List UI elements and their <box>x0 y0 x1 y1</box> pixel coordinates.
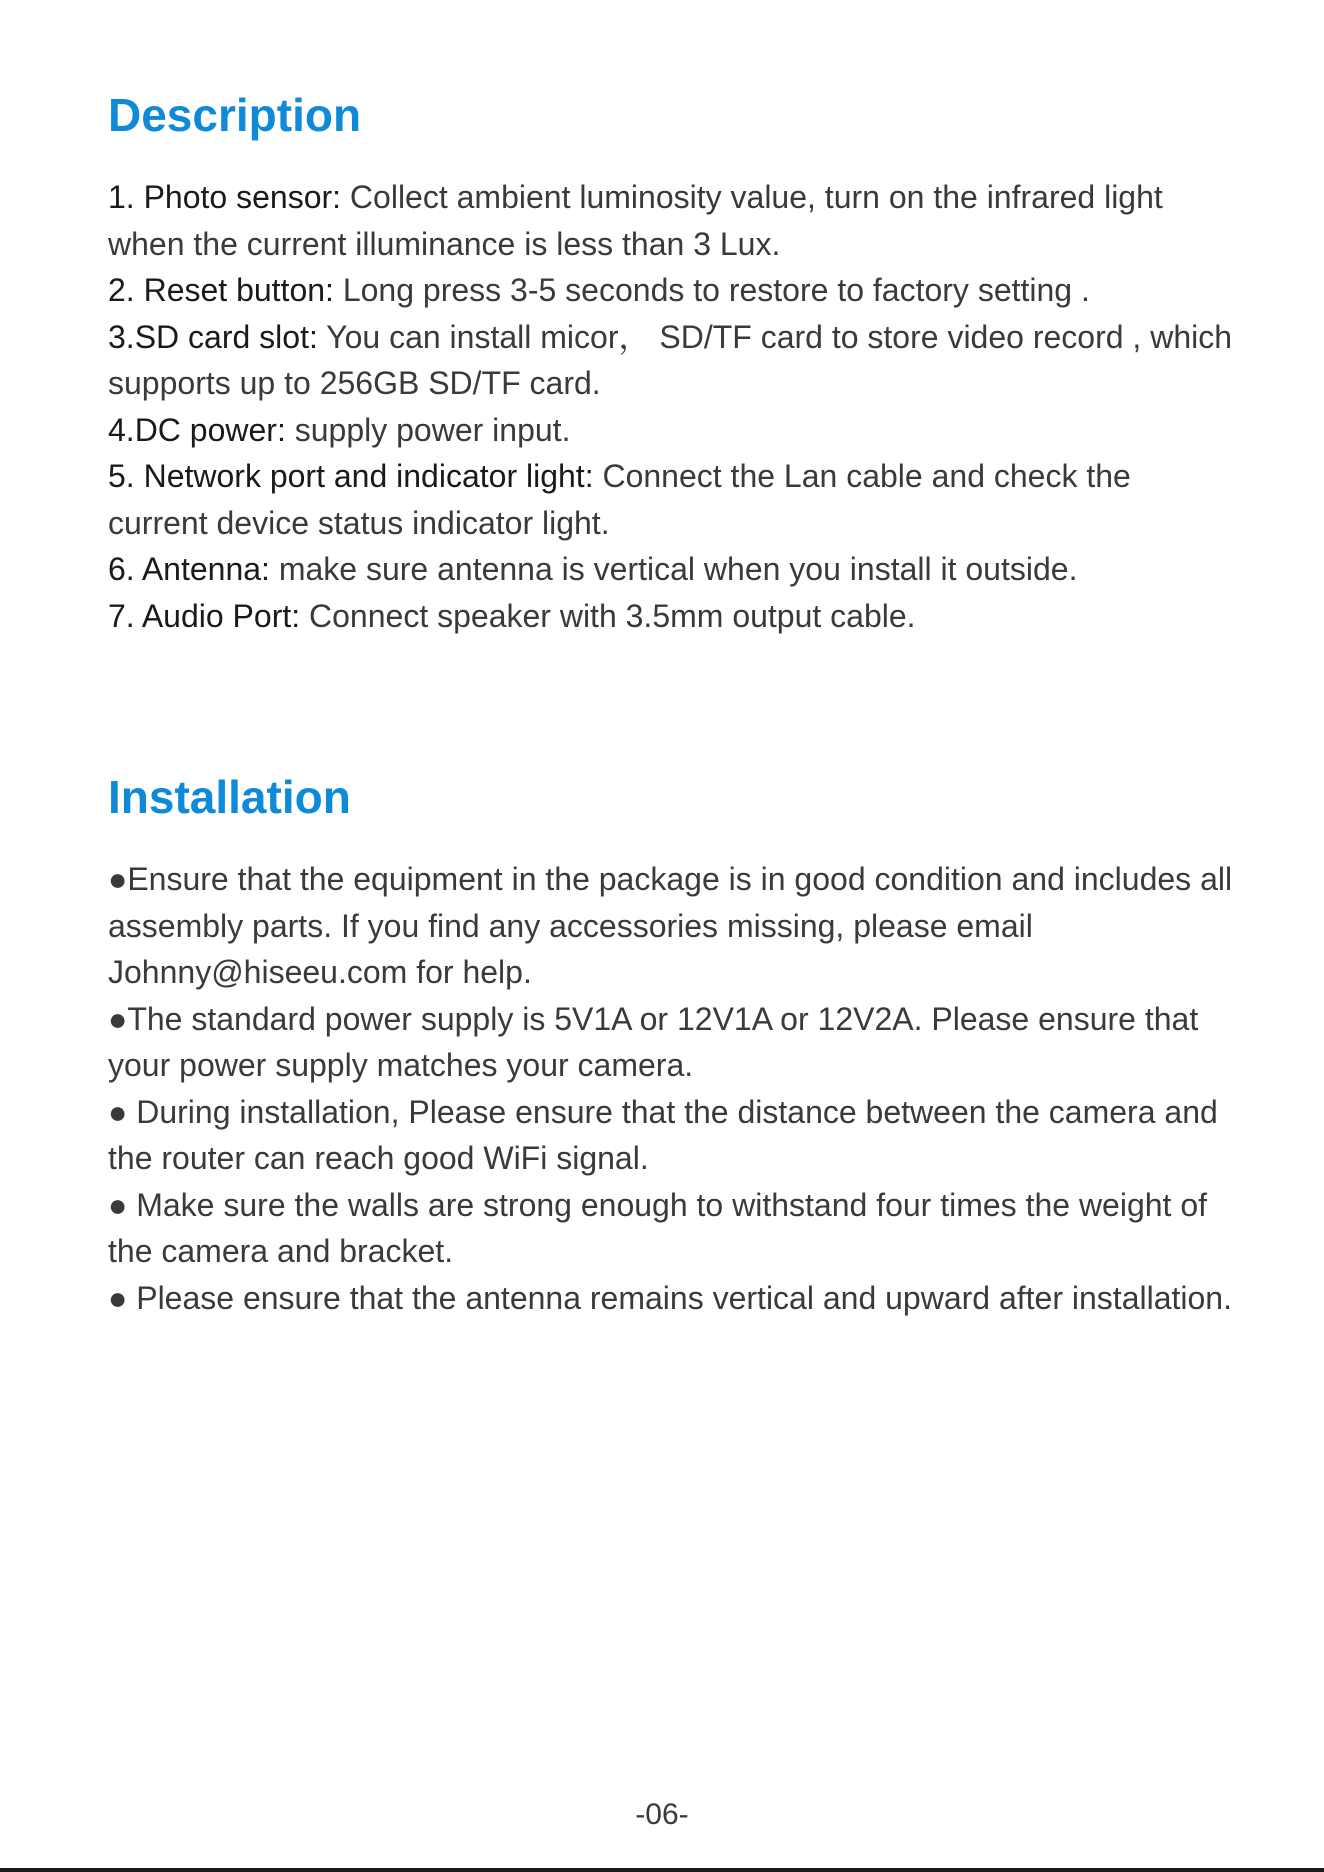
item-text: supply power input. <box>285 411 571 448</box>
item-label: 6. Antenna: <box>108 551 270 587</box>
item-label: 5. Network port and indicator light: <box>108 458 594 494</box>
description-item-antenna <box>108 546 1233 593</box>
item-label: 2. Reset button: <box>108 272 334 308</box>
installation-bullet: ●Ensure that the equipment in the package is in good condition and includes all assembly parts. If you find any accessories missing, please email Johnny@hiseeu.com for help. <box>108 861 1233 990</box>
description-heading: Description <box>108 89 362 141</box>
item-text: Connect speaker with 3.5mm output cable. <box>300 597 916 634</box>
installation-bullet: ● Please ensure that the antenna remains vertical and upward after installation. <box>108 1279 1232 1316</box>
installation-bullet: ● Make sure the walls are strong enough to withstand four times the weight of the camera and bracket. <box>108 1186 1208 1269</box>
description-section <box>108 84 1233 639</box>
page-number: -06- <box>635 1798 689 1831</box>
description-item-sd-card-slot <box>108 314 1233 407</box>
description-item-reset-button <box>108 267 1233 314</box>
item-text: make sure antenna is vertical when you install it outside. <box>269 551 1078 587</box>
bottom-divider <box>0 1868 1324 1872</box>
item-label: 3.SD card slot: <box>108 318 318 355</box>
installation-bullet: ● During installation, Please ensure that the distance between the camera and the router can reach good WiFi signal. <box>108 1093 1218 1176</box>
description-item-dc-power <box>108 407 1233 454</box>
installation-section <box>108 766 1233 1321</box>
item-label: 7. Audio Port: <box>108 597 301 634</box>
description-item-audio-port <box>108 593 1233 640</box>
item-text: Long press 3-5 seconds to restore to factory setting . <box>333 272 1090 308</box>
item-label: 1. Photo sensor: <box>108 179 342 215</box>
item-label: 4.DC power: <box>108 411 286 448</box>
item-text: Connect the Lan cable and check the current device status indicator light. <box>108 458 1131 541</box>
installation-heading: Installation <box>108 771 351 823</box>
description-item-network-port <box>108 453 1233 546</box>
description-item-photo-sensor <box>108 174 1233 267</box>
item-text: You can install micor， SD/TF card to store video record , which supports up to 256GB SD/TF card. <box>108 318 1233 401</box>
installation-bullet: ●The standard power supply is 5V1A or 12V1A or 12V2A. Please ensure that your power supply matches your camera. <box>108 1000 1199 1083</box>
item-text: Collect ambient luminosity value, turn on the infrared light when the current illuminance is less than 3 Lux. <box>108 179 1163 262</box>
